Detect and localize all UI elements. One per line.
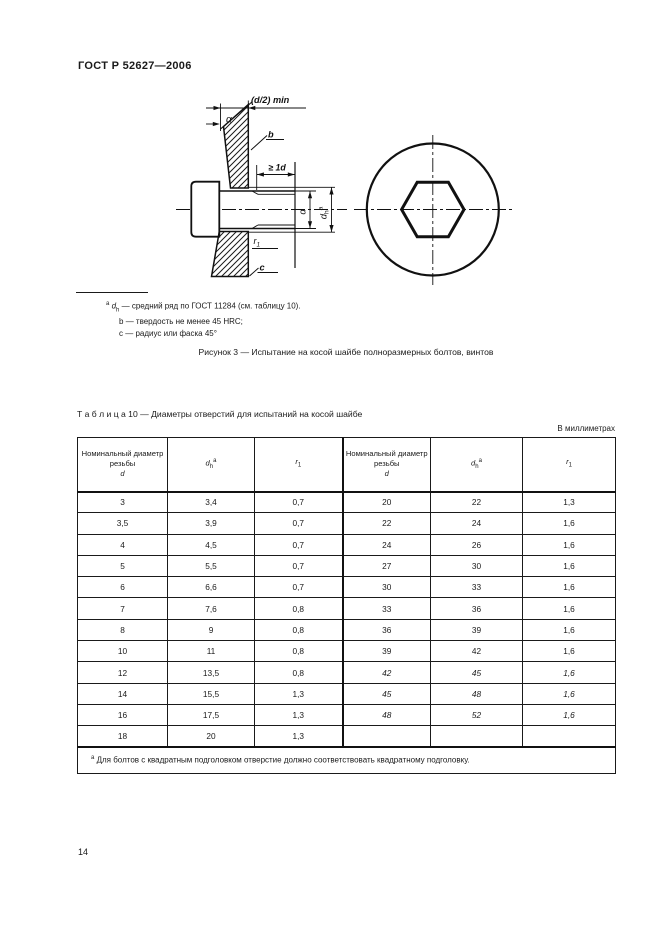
table-cell: 30 (343, 577, 431, 598)
table-title: Т а б л и ц а 10 — Диаметры отверстий для испытаний на косой шайбе (77, 409, 363, 419)
table-cell: 1,3 (255, 683, 343, 704)
table-cell: 22 (343, 513, 431, 534)
table-cell: 45 (431, 662, 523, 683)
table-cell: 45 (343, 683, 431, 704)
table-cell: 7,6 (168, 598, 255, 619)
figure-footnotes (106, 298, 301, 340)
table-cell: 1,6 (523, 513, 616, 534)
table-cell: 5 (78, 555, 168, 576)
table-cell: 36 (431, 598, 523, 619)
table-cell: 48 (431, 683, 523, 704)
table-cell: 1,6 (523, 577, 616, 598)
footnote-c: c — радиус или фаска 45° (119, 329, 217, 339)
table-cell: 1,6 (523, 555, 616, 576)
table-cell: 52 (431, 704, 523, 725)
table-cell: 3 (78, 492, 168, 513)
table-cell (431, 726, 523, 747)
table-cell: 14 (78, 683, 168, 704)
table-cell: 1,3 (255, 704, 343, 725)
table-cell: 17,5 (168, 704, 255, 725)
table-cell: 9 (168, 619, 255, 640)
table-row (78, 555, 616, 576)
table-cell: 39 (343, 641, 431, 662)
table-cell: 0,8 (255, 598, 343, 619)
table-row (78, 683, 616, 704)
table-cell: 20 (343, 492, 431, 513)
footnote-a: $^a$ $d_h$ — средний ряд по ГОСТ 11284 (см. таблицу 10). (106, 301, 301, 314)
table-cell: 20 (168, 726, 255, 747)
table-cell: 12 (78, 662, 168, 683)
table-cell: 30 (431, 555, 523, 576)
table-cell: 4 (78, 534, 168, 555)
table-cell: 1,6 (523, 641, 616, 662)
table-cell: 26 (431, 534, 523, 555)
table-footnote-row (78, 747, 616, 773)
col-header-nominal-d-right: Номинальный диаметр резьбы d (343, 438, 431, 492)
dim-label-d: d (297, 209, 309, 215)
table-cell: 0,7 (255, 492, 343, 513)
table-cell: 36 (343, 619, 431, 640)
table-cell: 7 (78, 598, 168, 619)
table-cell: 1,6 (523, 619, 616, 640)
table-cell: 22 (431, 492, 523, 513)
table-cell: 1,6 (523, 683, 616, 704)
table-cell: 11 (168, 641, 255, 662)
page-number: 14 (78, 847, 89, 857)
table-row (78, 534, 616, 555)
col-header-nominal-d-left: Номинальный диаметр резьбы d (78, 438, 168, 492)
table-cell: 3,5 (78, 513, 168, 534)
table-cell: 4,5 (168, 534, 255, 555)
table-cell: 3,4 (168, 492, 255, 513)
table-cell: 3,9 (168, 513, 255, 534)
table-cell: 1,6 (523, 598, 616, 619)
table-row (78, 492, 616, 513)
table-cell: 15,5 (168, 683, 255, 704)
table-cell: 0,7 (255, 577, 343, 598)
document-header: ГОСТ Р 52627—2006 (78, 60, 192, 72)
dim-label-d2min: (d/2) min (251, 95, 290, 105)
table-cell: 1,3 (255, 726, 343, 747)
col-header-r1-right: $r_1$ (523, 438, 616, 492)
table-cell: 0,7 (255, 555, 343, 576)
table-cell: 42 (343, 662, 431, 683)
table-cell: 13,5 (168, 662, 255, 683)
table-row (78, 598, 616, 619)
table-cell: 8 (78, 619, 168, 640)
washer-lower-wedge (212, 232, 249, 277)
table-cell: 0,8 (255, 619, 343, 640)
table-cell: 18 (78, 726, 168, 747)
table-body (78, 492, 616, 748)
table-header-row (78, 438, 616, 492)
col-header-dh-left: $d_h^a$ (168, 438, 255, 492)
figure-caption: Рисунок 3 — Испытание на косой шайбе полноразмерных болтов, винтов (198, 347, 494, 357)
table-cell: 42 (431, 641, 523, 662)
table-units-note: В миллиметрах (557, 424, 615, 433)
table-cell: 6,6 (168, 577, 255, 598)
side-view (176, 95, 347, 277)
table-cell: 1,6 (523, 534, 616, 555)
table-cell: 27 (343, 555, 431, 576)
table-row (78, 577, 616, 598)
col-header-r1-left: $r_1$ (255, 438, 343, 492)
label-r1: $r_1$ (253, 236, 261, 249)
hole-diameters-table (77, 437, 616, 774)
table-cell: 5,5 (168, 555, 255, 576)
table-cell: 24 (343, 534, 431, 555)
table-cell: 24 (431, 513, 523, 534)
table-cell: 0,7 (255, 513, 343, 534)
table-cell: 0,8 (255, 662, 343, 683)
table-row (78, 619, 616, 640)
table-cell: 6 (78, 577, 168, 598)
label-b: b (268, 129, 274, 140)
table-cell: 1,6 (523, 704, 616, 725)
table-row (78, 513, 616, 534)
dim-label-dh: $d_h^a$ (317, 206, 331, 220)
table-row (78, 641, 616, 662)
table-cell (523, 726, 616, 747)
table-cell: 33 (431, 577, 523, 598)
table-footnote: $^a$ Для болтов с квадратным подголовком отверстие должно соответствовать квадратному подголовку. (78, 747, 616, 773)
table-cell (343, 726, 431, 747)
table-cell: 48 (343, 704, 431, 725)
front-view (354, 135, 512, 285)
table-cell: 39 (431, 619, 523, 640)
table-cell: 0,8 (255, 641, 343, 662)
table-cell: 16 (78, 704, 168, 725)
label-c: c (259, 262, 265, 273)
footnote-b: b — твердость не менее 45 HRC; (119, 317, 243, 327)
table-cell: 1,6 (523, 662, 616, 683)
table-cell: 33 (343, 598, 431, 619)
dim-label-thread-length: ≥ 1d (268, 162, 286, 173)
table-cell: 1,3 (523, 492, 616, 513)
table-row (78, 662, 616, 683)
table-row (78, 704, 616, 725)
col-header-dh-right: $d_h^a$ (431, 438, 523, 492)
table-cell: 0,7 (255, 534, 343, 555)
dim-label-alpha: α (226, 114, 232, 126)
figure-drawing (160, 85, 530, 290)
bolt-head (191, 182, 219, 237)
table-cell: 10 (78, 641, 168, 662)
table-row (78, 726, 616, 747)
footnote-separator (76, 292, 148, 293)
